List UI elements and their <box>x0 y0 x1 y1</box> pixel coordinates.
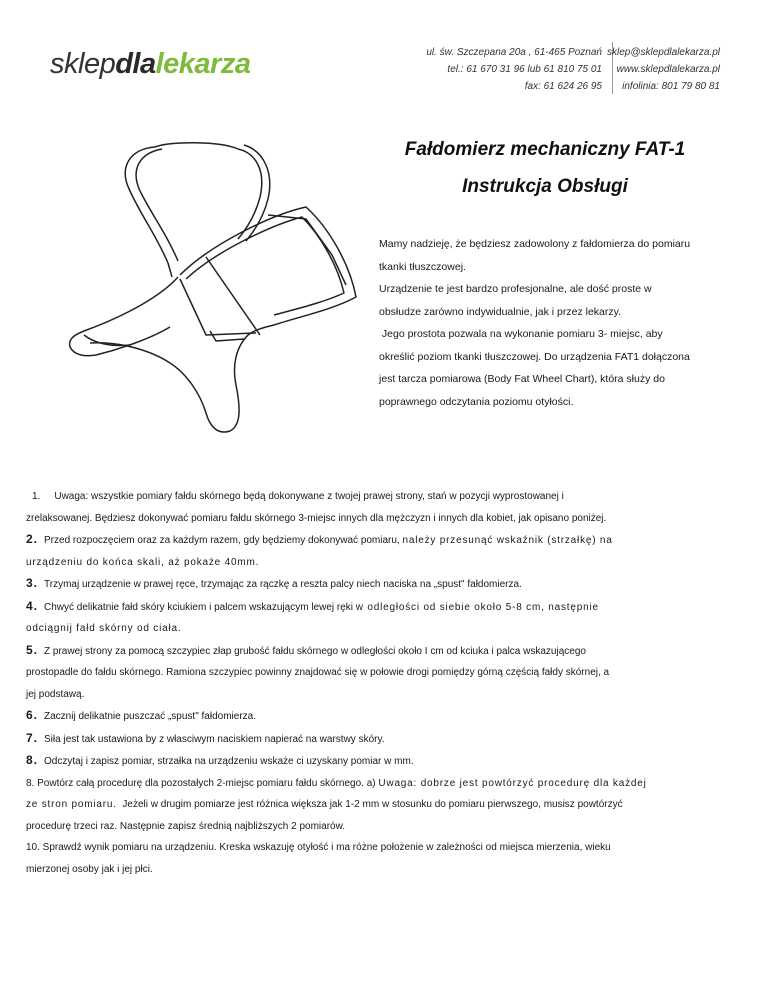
step-1-cont: zrelaksowanej. Będziesz dokonywać pomiaru fałdu skórnego 3-miejsc innych dla mężczyzn i innych dla kobiet, jak opisano poniżej. <box>26 512 607 524</box>
step-10: 10. Sprawdź wynik pomiaru na urządzeniu. Kreska wskazuję otyłość i ma różne położenie w zależności od miejsca mierzenia, wieku <box>26 842 611 853</box>
intro-line: poprawnego odczytania poziomu otyłości. <box>379 395 574 408</box>
step-4: 4. Chwyć delikatnie fałd skóry kciukiem i palcem wskazującym lewej ręki w odległości od siebie około 5-8 cm, następnie <box>26 598 599 613</box>
page-subtitle: Instrukcja Obsługi <box>462 176 628 197</box>
phone-line: tel.: 61 670 31 96 lub 61 810 75 01 <box>447 64 602 75</box>
email-link[interactable]: sklep@sklepdlalekarza.pl <box>607 47 720 58</box>
hotline-line: infolinia: 801 79 80 81 <box>622 81 720 92</box>
step-2-cont: urządzeniu do końca skali, aż pokaże 40mm. <box>26 556 260 568</box>
step-9-cont: ze stron pomiaru. Jeżeli w drugim pomiarze jest różnica większa jak 1-2 mm w stosunku do pomiaru pierwszego, musisz powtórzyć <box>26 799 623 810</box>
intro-line: określić poziom tkanki tłuszczowej. Do urządzenia FAT1 dołączona <box>379 350 690 363</box>
instruction-steps <box>26 486 746 880</box>
intro-text <box>379 233 739 413</box>
step-5: 5. Z prawej strony za pomocą szczypiec złap grubość fałdu skórnego w odległości około I cm od kciuka i palca wskazującego <box>26 642 586 657</box>
step-10-cont: mierzonej osoby jak i jej płci. <box>26 863 153 875</box>
intro-line: Urządzenie te jest bardzo profesjonalne, ale dość proste w <box>379 283 652 295</box>
step-4-cont: odciągnij fałd skórny od ciała. <box>26 623 182 634</box>
intro-line: obsłudze zarówno indywidualnie, jak i przez lekarzy. <box>379 305 622 318</box>
address-line: ul. św. Szczepana 20a , 61-465 Poznań <box>426 47 602 58</box>
website-link[interactable]: www.sklepdlalekarza.pl <box>616 64 720 75</box>
address-block <box>426 44 602 95</box>
step-8: 8. Odczytaj i zapisz pomiar, strzałka na urządzeniu wskaże ci uzyskany pomiar w mm. <box>26 753 414 767</box>
intro-line: Jego prostota pozwala na wykonanie pomiaru 3- miejsc, aby <box>379 328 663 340</box>
step-2: 2. Przed rozpoczęciem oraz za każdym razem, gdy będziemy dokonywać pomiaru, należy przesunąć wskaźnik (strzałkę) na <box>26 532 613 546</box>
step-7: 7. Siła jest tak ustawiona by z własciwym naciskiem napierać na warstwy skóry. <box>26 730 385 745</box>
caliper-image <box>60 135 360 445</box>
step-9: 8. Powtórz całą procedurę dla pozostałych 2-miejsc pomiaru fałdu skórnego. a) Uwaga: dobrze jest powtórzyć procedurę dla każdej <box>26 777 647 789</box>
intro-line: Mamy nadzieję, że będziesz zadowolony z fałdomierza do pomiaru <box>379 238 691 250</box>
page-title: Fałdomierz mechaniczny FAT-1 <box>404 139 686 160</box>
step-5-cont: jej podstawą. <box>26 688 85 700</box>
logo: sklepdlalekarza <box>50 48 251 80</box>
step-9-cont: procedurę trzeci raz. Następnie zapisz średnią najbliższych 2 pomiarów. <box>26 820 346 832</box>
step-3: 3. Trzymaj urządzenie w prawej ręce, trzymając za rączkę a reszta palcy niech naciska na „spust" fałdomierza. <box>26 576 522 590</box>
contact-block <box>607 44 720 95</box>
step-1: 1. Uwaga: wszystkie pomiary fałdu skórnego będą dokonywane z twojej prawej strony, stań w pozycji wyprostowanej i <box>32 491 564 502</box>
intro-line: tkanki tłuszczowej. <box>379 260 466 273</box>
step-6: 6. Zacznij delikatnie puszczać „spust" fałdomierza. <box>26 708 256 722</box>
step-5-cont: prostopadle do fałdu skórnego. Ramiona szczypiec powinny znajdować się w połowie drogi pomiędzy górną częścią fałdy skórnej, a <box>26 667 610 678</box>
fax-line: fax: 61 624 26 95 <box>524 81 602 92</box>
intro-line: jest tarcza pomiarowa (Body Fat Wheel Chart), która służy do <box>379 373 665 385</box>
